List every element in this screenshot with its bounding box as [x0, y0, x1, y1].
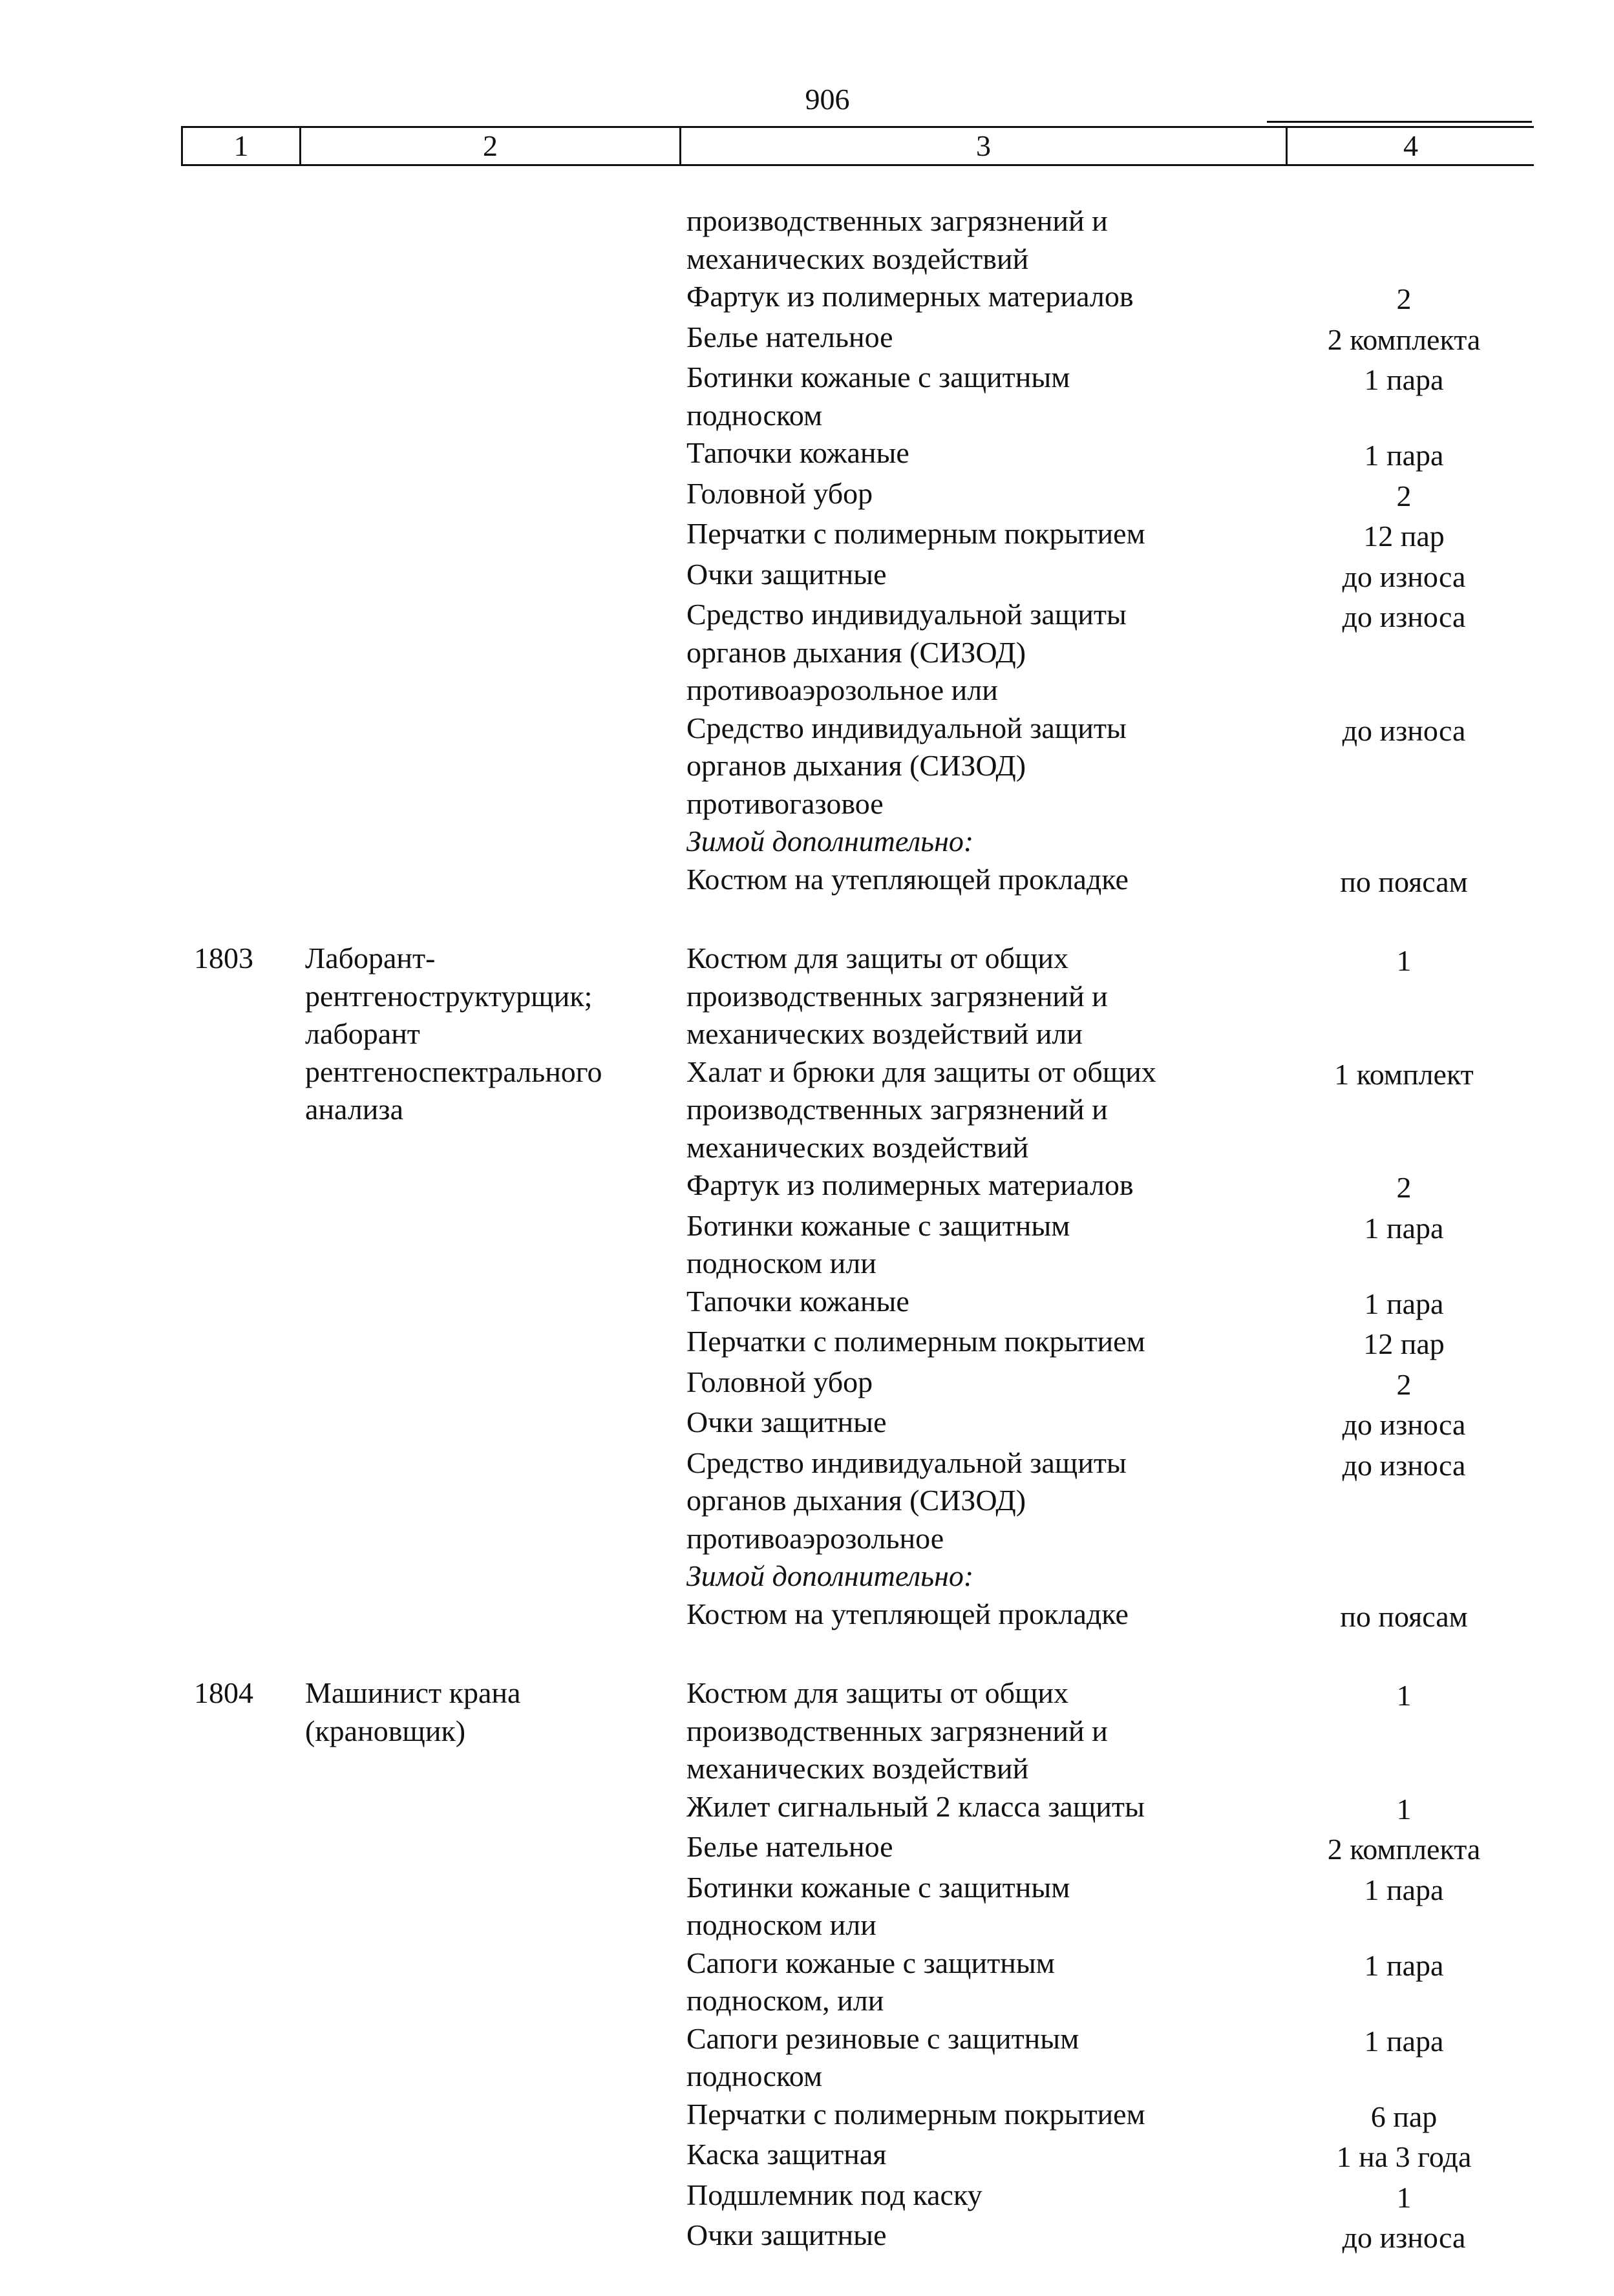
item-quantity: 12 пар [1363, 520, 1445, 553]
item-quantity: 2 [1396, 1171, 1412, 1204]
item-quantity: 1 [1396, 1792, 1412, 1826]
entry-profession: Машинист крана (крановщик) [305, 1676, 521, 1747]
item-row [686, 1283, 1527, 1323]
item-quantity: 1 пара [1364, 2024, 1444, 2058]
item-row [686, 556, 1527, 596]
item-row [686, 861, 1527, 901]
item-name: Головной убор [686, 476, 873, 510]
item-quantity: до износа [1342, 560, 1466, 593]
item-name: Костюм на утепляющей прокладке [686, 1597, 1129, 1630]
item-name: Жилет сигнальный 2 класса защиты [686, 1789, 1145, 1823]
item-name: Зимой дополнительно: [686, 825, 974, 858]
item-row [686, 359, 1527, 434]
item-quantity: 1 на 3 года [1336, 2140, 1472, 2173]
item-name: Подшлемник под каску [686, 2178, 982, 2211]
item-quantity: 1 [1396, 944, 1412, 977]
item-list [686, 202, 1527, 901]
item-quantity: до износа [1342, 1448, 1466, 1482]
item-quantity: 1 пара [1364, 1211, 1444, 1245]
item-name: Сапоги резиновые с защитным подноском [686, 2021, 1079, 2092]
header-col-4: 4 [1286, 126, 1534, 166]
section-note [686, 1557, 1527, 1596]
item-row [686, 2020, 1527, 2096]
table-header-row [0, 126, 1614, 166]
item-row [686, 202, 1527, 278]
item-quantity: по поясам [1340, 865, 1468, 898]
item-quantity: 6 пар [1370, 2100, 1438, 2133]
item-row [686, 1788, 1527, 1829]
item-row [686, 710, 1527, 823]
header-top-rule [1267, 121, 1532, 123]
item-name: Тапочки кожаные [686, 1284, 909, 1318]
item-name: Фартук из полимерных материалов [686, 1168, 1134, 1201]
item-row [686, 2217, 1527, 2257]
item-name: производственных загрязнений и механических воздействий [686, 204, 1108, 275]
item-name: Перчатки с полимерным покрытием [686, 517, 1145, 550]
item-name: Ботинки кожаные с защитным подноском или [686, 1208, 1070, 1280]
header-col-1: 1 [181, 126, 299, 166]
item-row [686, 1596, 1527, 1636]
item-row [686, 1404, 1527, 1444]
item-quantity: 12 пар [1363, 1327, 1445, 1360]
item-quantity: 2 [1396, 282, 1412, 315]
item-row [686, 596, 1527, 710]
item-quantity: 2 [1396, 479, 1412, 512]
item-name: Сапоги кожаные с защитным подноском, или [686, 1946, 1055, 2017]
item-row [686, 278, 1527, 319]
item-name: Очки защитные [686, 557, 887, 591]
item-row [686, 1207, 1527, 1283]
item-quantity: по поясам [1340, 1599, 1468, 1633]
item-name: Перчатки с полимерным покрытием [686, 2097, 1145, 2131]
item-row [686, 319, 1527, 359]
item-row [686, 1166, 1527, 1207]
item-quantity: 1 пара [1364, 1287, 1444, 1320]
item-quantity: 2 комплекта [1327, 322, 1481, 356]
item-list [686, 1674, 1527, 2257]
item-name: Костюм для защиты от общих производственных загрязнений и механических воздействий [686, 1676, 1108, 1785]
item-quantity: 2 [1396, 1367, 1412, 1401]
item-quantity: до износа [1342, 1408, 1466, 1441]
item-quantity: 1 пара [1364, 439, 1444, 472]
item-name: Головной убор [686, 1365, 873, 1398]
item-row [686, 1944, 1527, 2020]
table-entry [0, 940, 1614, 1636]
item-row [686, 1674, 1527, 1788]
item-quantity: 1 комплект [1334, 1057, 1474, 1091]
item-name: Белье нательное [686, 320, 893, 353]
item-quantity: 2 комплекта [1327, 1833, 1481, 1866]
item-row [686, 1364, 1527, 1404]
item-quantity [1281, 823, 1527, 825]
item-row [686, 2176, 1527, 2217]
item-row [686, 2096, 1527, 2136]
item-list [686, 940, 1527, 1636]
item-name: Средство индивидуальной защиты органов дыхания (СИЗОД) противоаэрозольное или [686, 598, 1127, 706]
item-row [686, 1869, 1527, 1944]
item-row [686, 1323, 1527, 1364]
page-number: 906 [805, 83, 850, 116]
header-col-2: 2 [299, 126, 679, 166]
item-name: Тапочки кожаные [686, 436, 909, 469]
item-row [686, 1053, 1527, 1167]
item-name: Костюм на утепляющей прокладке [686, 862, 1129, 896]
item-row [686, 1444, 1527, 1558]
item-name: Зимой дополнительно: [686, 1559, 974, 1592]
item-quantity: 1 пара [1364, 1873, 1444, 1906]
table-entry [0, 202, 1614, 901]
item-row [686, 515, 1527, 556]
item-quantity: 1 [1396, 2180, 1412, 2214]
item-name: Средство индивидуальной защиты органов дыхания (СИЗОД) противогазовое [686, 711, 1127, 820]
item-quantity: 1 пара [1364, 363, 1444, 396]
item-name: Очки защитные [686, 2218, 887, 2251]
table-body [0, 202, 1614, 2296]
item-name: Перчатки с полимерным покрытием [686, 1325, 1145, 1358]
item-name: Белье нательное [686, 1830, 893, 1863]
item-row [686, 475, 1527, 516]
item-quantity: до износа [1342, 713, 1466, 747]
table-entry [0, 1674, 1614, 2257]
entry-profession: Лаборант- рентгеноструктурщик; лаборант рентгеноспектрального анализа [305, 942, 602, 1126]
item-name: Костюм для защиты от общих производственных загрязнений и механических воздействий или [686, 942, 1108, 1050]
entry-number: 1804 [194, 1676, 253, 1709]
item-row [686, 434, 1527, 475]
item-name: Ботинки кожаные с защитным подноском [686, 361, 1070, 432]
item-quantity: 1 пара [1364, 1948, 1444, 1982]
item-name: Халат и брюки для защиты от общих производственных загрязнений и механических воздействий [686, 1055, 1156, 1164]
item-name: Средство индивидуальной защиты органов дыхания (СИЗОД) противоаэрозольное [686, 1446, 1127, 1555]
item-name: Фартук из полимерных материалов [686, 280, 1134, 313]
item-quantity: до износа [1342, 600, 1466, 633]
item-quantity: до износа [1342, 2221, 1466, 2254]
entry-number: 1803 [194, 942, 253, 974]
item-row [686, 2136, 1527, 2176]
item-name: Ботинки кожаные с защитным подноском или [686, 1870, 1070, 1941]
section-note [686, 823, 1527, 861]
item-quantity [1281, 1557, 1527, 1560]
header-col-3: 3 [679, 126, 1286, 166]
item-row [686, 1828, 1527, 1869]
item-row [686, 940, 1527, 1053]
item-quantity: 1 [1396, 1679, 1412, 1712]
item-quantity [1281, 202, 1527, 205]
item-name: Каска защитная [686, 2138, 887, 2171]
item-name: Очки защитные [686, 1406, 887, 1438]
